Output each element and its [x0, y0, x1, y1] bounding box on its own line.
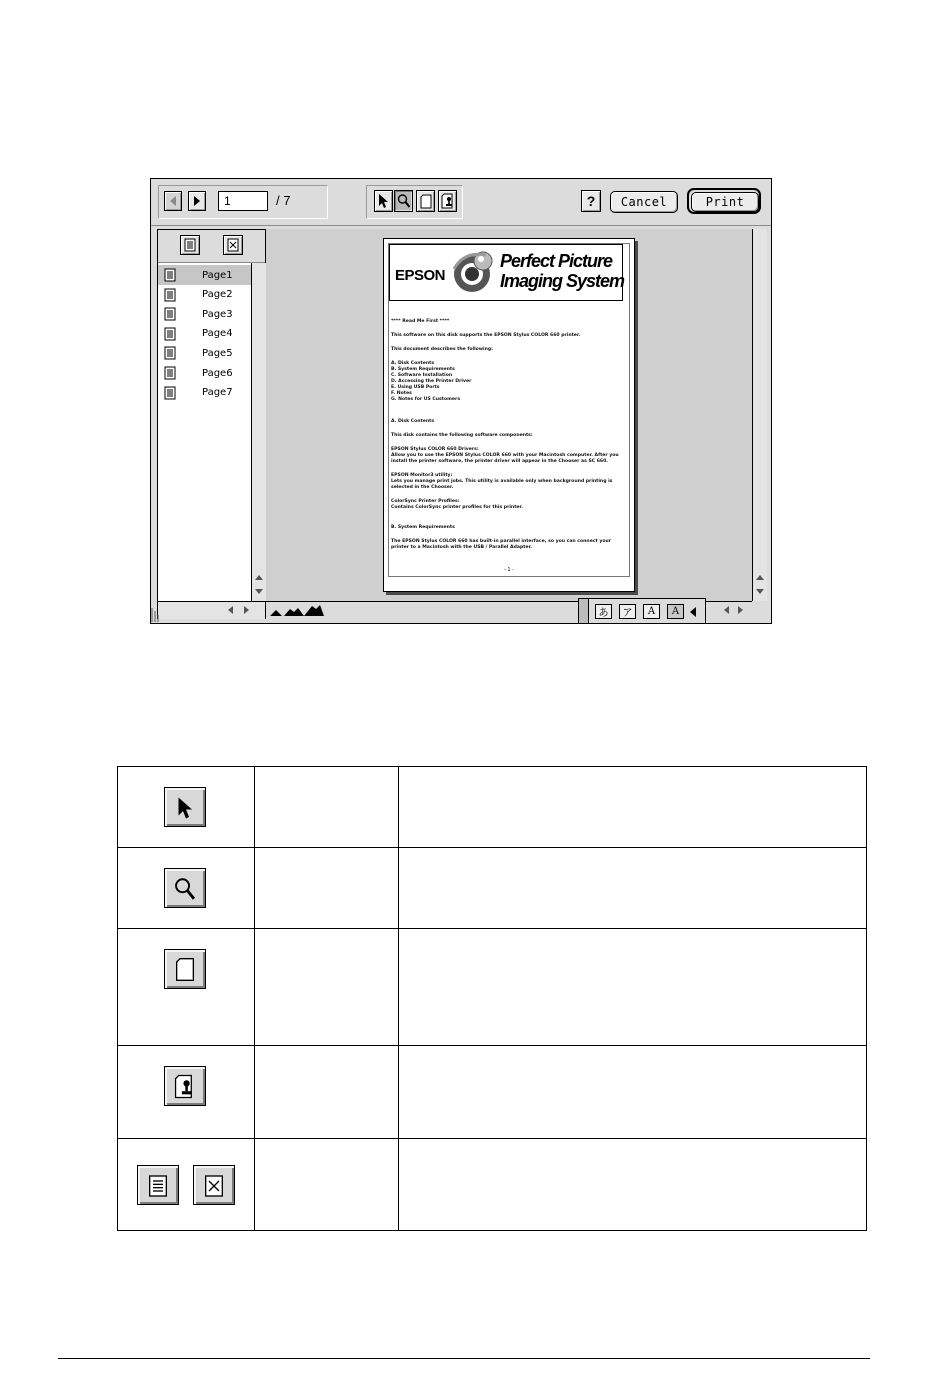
scroll-down-arrow-icon[interactable] — [255, 589, 263, 594]
arrow-tool-button-illustration — [164, 787, 206, 827]
document-text-line: **** Read Me First **** — [391, 319, 450, 324]
preview-scroll-left-arrow-icon[interactable] — [724, 606, 729, 614]
document-text-line: B. System Requirements — [391, 525, 455, 530]
document-text-line: A. Disk Contents — [391, 419, 435, 424]
table-row — [118, 848, 867, 929]
icon-cell — [118, 767, 255, 848]
table-row — [118, 929, 867, 1046]
scroll-left-arrow-icon[interactable] — [228, 606, 233, 614]
arrow-tool-button[interactable] — [374, 190, 393, 212]
palette-drag-bar[interactable] — [579, 599, 589, 623]
document-text-line: A. Disk Contents — [391, 361, 435, 366]
document-text-line: ColorSync Printer Profiles: — [391, 499, 460, 504]
blank-page-icon — [420, 194, 432, 209]
page-list-vertical-scrollbar[interactable] — [251, 263, 266, 601]
blank-page-icon — [175, 957, 195, 982]
roman-font-button-selected[interactable]: A — [667, 604, 684, 619]
total-pages-label: / 7 — [276, 193, 291, 208]
globe-logo-icon — [450, 249, 498, 295]
tool-description-cell — [399, 1046, 867, 1139]
page-list — [158, 263, 252, 601]
print-button[interactable]: Print — [691, 192, 759, 212]
blank-page-button-illustration — [164, 949, 206, 989]
delete-page-icon — [204, 1174, 224, 1198]
document-text-line: E. Using USB Ports — [391, 385, 440, 390]
triangle-left-icon — [169, 196, 177, 206]
document-text-line: B. System Requirements — [391, 367, 455, 372]
delete-page-button[interactable] — [223, 235, 243, 255]
next-page-button[interactable] — [188, 191, 206, 211]
arrow-tool-icon — [177, 795, 195, 821]
page-list-item[interactable] — [158, 285, 251, 305]
zoom-tool-button-illustration — [164, 868, 206, 908]
document-text-line: Contains ColorSync printer profiles for this printer. — [391, 505, 523, 510]
page-list-item-label: Page5 — [202, 347, 233, 359]
delete-page-button-illustration — [193, 1165, 235, 1205]
tool-name-cell — [255, 1139, 399, 1231]
katakana-font-button[interactable]: ア — [619, 604, 636, 619]
previous-page-button[interactable] — [164, 191, 182, 211]
scroll-up-arrow-icon[interactable] — [255, 575, 263, 580]
page-number-footer: - 1 - — [504, 567, 514, 573]
page-list-item[interactable] — [158, 383, 251, 403]
delete-page-icon — [227, 238, 239, 252]
logo-title-line2: Imaging System — [500, 271, 625, 291]
preview-page — [383, 238, 635, 592]
page-list-item-label: Page3 — [202, 308, 233, 320]
page-list-pane — [157, 229, 266, 619]
cancel-button[interactable]: Cancel — [610, 191, 678, 213]
preview-vertical-scrollbar[interactable] — [752, 229, 767, 601]
page-footer-rule — [58, 1358, 870, 1359]
page-list-header — [158, 230, 265, 263]
tool-name-cell — [255, 1046, 399, 1139]
triangle-right-icon — [193, 196, 201, 206]
page-list-item-label: Page6 — [202, 367, 233, 379]
watermark-tool-icon — [174, 1073, 196, 1100]
logo-banner — [389, 244, 623, 301]
document-text-line: This disk contains the following software components: — [391, 433, 533, 438]
hiragana-font-button[interactable]: あ — [595, 604, 612, 619]
resize-handle-icon[interactable] — [151, 607, 161, 623]
page-list-item-label: Page2 — [202, 289, 233, 301]
page-list-horizontal-scrollbar[interactable] — [158, 601, 265, 619]
document-text-line: install the printer software, the printer driver will appear in the Chooser as SC 660. — [391, 459, 609, 464]
document-text-line: EPSON Stylus COLOR 660 Drivers: — [391, 447, 479, 452]
blank-page-button[interactable] — [416, 190, 435, 212]
watermark-tool-icon — [441, 193, 455, 209]
page-list-item[interactable] — [158, 343, 251, 363]
page-list-item[interactable] — [158, 265, 251, 285]
icon-cell — [118, 929, 255, 1046]
page-document-icon — [164, 366, 176, 380]
document-text-line: Lets you manage print jobs. This utility is available only when background printing is — [391, 479, 613, 484]
icon-cell — [118, 848, 255, 929]
document-text-line: F. Notes — [391, 391, 412, 396]
tool-reference-table — [117, 766, 867, 1231]
watermark-tool-button-illustration — [164, 1066, 206, 1106]
watermark-tool-button[interactable] — [438, 190, 457, 212]
document-text-line: This software on this disk supports the EPSON Stylus COLOR 660 printer. — [391, 333, 581, 338]
preview-scroll-down-arrow-icon[interactable] — [756, 589, 764, 594]
tool-name-cell — [255, 767, 399, 848]
add-page-button[interactable] — [180, 235, 200, 255]
tool-name-cell — [255, 929, 399, 1046]
page-list-item[interactable] — [158, 324, 251, 344]
font-palette — [578, 598, 706, 624]
icon-cell — [118, 1139, 255, 1231]
zoom-tool-icon — [173, 876, 197, 902]
page-list-item-label: Page7 — [202, 387, 233, 399]
table-row — [118, 1046, 867, 1139]
document-text-line: EPSON Monitor3 utility: — [391, 473, 453, 478]
tool-description-cell — [399, 929, 867, 1046]
tool-description-cell — [399, 848, 867, 929]
page-document-icon — [164, 327, 176, 341]
zoom-tool-icon — [397, 193, 411, 209]
zoom-tool-button[interactable] — [394, 190, 413, 212]
document-text-line: This document describes the following: — [391, 347, 494, 352]
page-number-input[interactable]: 1 — [218, 191, 268, 211]
tool-description-cell — [399, 767, 867, 848]
tool-description-cell — [399, 1139, 867, 1231]
table-row — [118, 1139, 867, 1231]
preview-scroll-right-arrow-icon[interactable] — [738, 606, 743, 614]
add-page-icon — [184, 238, 196, 252]
document-text-line: Allow you to use the EPSON Stylus COLOR 660 with your Macintosh computer. After you — [391, 453, 619, 458]
help-button[interactable]: ? — [581, 190, 601, 212]
page-list-item-label: Page1 — [202, 269, 233, 281]
document-text-line: The EPSON Stylus COLOR 660 has built-in parallel interface, so you can connect your — [391, 539, 612, 544]
page-document-icon — [164, 268, 176, 282]
arrow-tool-icon — [378, 193, 390, 209]
page-list-item[interactable] — [158, 304, 251, 324]
page-document-icon — [164, 386, 176, 400]
scroll-right-arrow-icon[interactable] — [244, 606, 249, 614]
epson-logo-text: EPSON — [395, 267, 446, 284]
document-text-line: D. Accessing the Printer Driver — [391, 379, 472, 384]
tool-name-cell — [255, 848, 399, 929]
page-list-item[interactable] — [158, 363, 251, 383]
preview-canvas[interactable] — [266, 229, 752, 601]
document-text-line: selected in the Chooser. — [391, 485, 454, 490]
page-document-icon — [164, 346, 176, 360]
palette-collapse-arrow-icon[interactable] — [690, 607, 696, 617]
add-page-icon — [148, 1174, 168, 1198]
add-page-button-illustration — [137, 1165, 179, 1205]
preview-scroll-up-arrow-icon[interactable] — [756, 575, 764, 580]
document-text-line: C. Software Installation — [391, 373, 453, 378]
page-list-item-label: Page4 — [202, 328, 233, 340]
roman-font-button[interactable]: A — [643, 604, 660, 619]
document-text-line: printer to a Macintosh with the USB / Parallel Adapter. — [391, 545, 532, 550]
icon-cell — [118, 1046, 255, 1139]
page-document-icon — [164, 288, 176, 302]
print-preview-window — [150, 178, 772, 624]
table-row — [118, 767, 867, 848]
toolbar — [151, 179, 771, 226]
document-text-line: G. Notes for US Customers — [391, 397, 461, 402]
logo-title-line1: Perfect Picture — [500, 251, 613, 271]
zoom-size-icon[interactable] — [270, 604, 324, 616]
page-document-icon — [164, 307, 176, 321]
